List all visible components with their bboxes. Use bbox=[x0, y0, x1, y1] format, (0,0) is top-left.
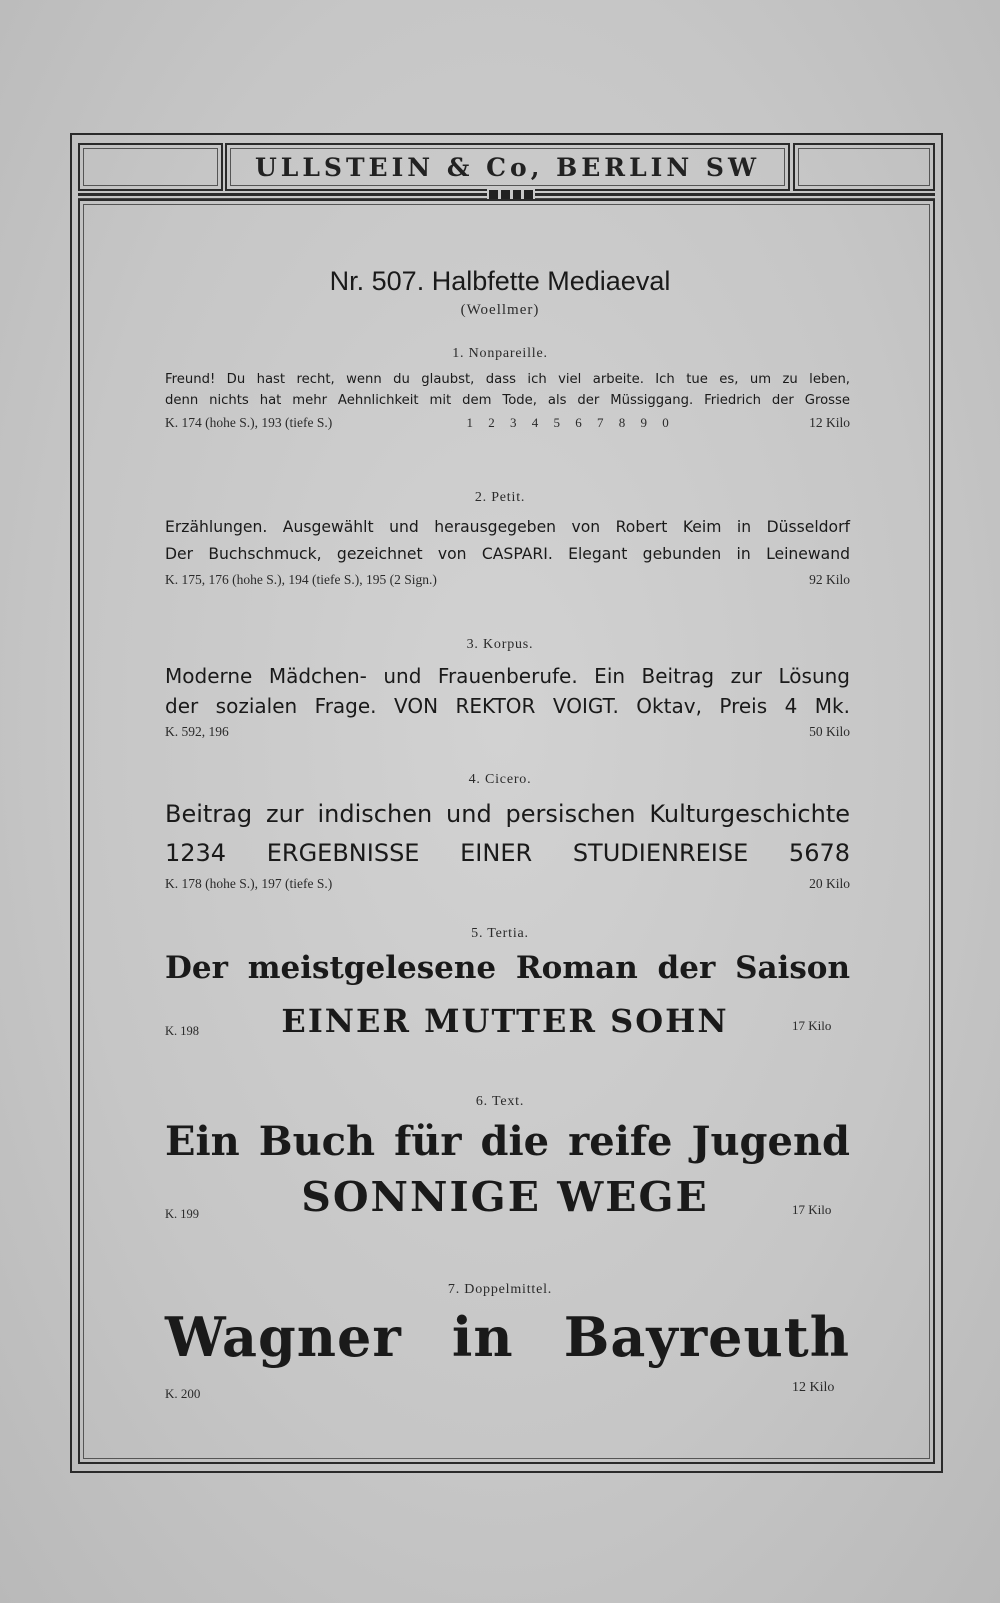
sample-line: denn nichts hat mehr Aehnlichkeit mit dem Tode, als der Müssiggang. Friedrich der Grosse bbox=[165, 393, 850, 408]
size-label-petit: 2. Petit. bbox=[474, 490, 526, 505]
digit-sample: 1 2 3 4 5 6 7 8 9 0 bbox=[466, 415, 675, 430]
sample-line: Erzählungen. Ausgewählt und herausgegeben von Robert Keim in Düsseldorf bbox=[165, 518, 850, 536]
meta-row bbox=[165, 572, 850, 588]
sample-line: Der meistgelesene Roman der Saison bbox=[165, 950, 850, 986]
specimen-title: Nr. 507. Halbfette Mediaeval bbox=[329, 266, 671, 296]
size-label-tertia: 5. Tertia. bbox=[471, 926, 529, 941]
type-reference: K. 592, 196 bbox=[165, 724, 229, 739]
sample-line: EINER MUTTER SOHN bbox=[281, 1002, 729, 1040]
size-label-doppelmittel: 7. Doppelmittel. bbox=[447, 1282, 553, 1297]
header-left-panel bbox=[78, 143, 223, 191]
weight-label: 17 Kilo bbox=[792, 1202, 832, 1217]
type-reference: K. 198 bbox=[165, 1024, 200, 1038]
meta-row bbox=[165, 876, 850, 892]
type-reference: K. 178 (hohe S.), 197 (tiefe S.) bbox=[165, 876, 333, 891]
header-center-panel bbox=[225, 143, 790, 191]
size-label-nonpareille: 1. Nonpareille. bbox=[452, 346, 548, 361]
weight-label: 20 Kilo bbox=[809, 876, 850, 891]
sample-line: Wagner in Bayreuth bbox=[165, 1305, 850, 1369]
header-right-panel bbox=[793, 143, 935, 191]
sample-line: Der Buchschmuck, gezeichnet von CASPARI. Elegant gebunden in Leinewand bbox=[165, 545, 850, 563]
weight-label: 17 Kilo bbox=[792, 1018, 832, 1033]
meta-row bbox=[165, 724, 850, 740]
sample-line: Freund! Du hast recht, wenn du glaubst, dass ich viel arbeite. Ich tue es, um zu leben, bbox=[165, 372, 850, 387]
size-label-text: 6. Text. bbox=[475, 1094, 525, 1109]
sample-line: Moderne Mädchen- und Frauenberufe. Ein Beitrag zur Lösung bbox=[165, 664, 850, 688]
meta-row bbox=[165, 415, 850, 431]
type-reference: K. 199 bbox=[165, 1207, 200, 1221]
type-reference: K. 175, 176 (hohe S.), 194 (tiefe S.), 195 (2 Sign.) bbox=[165, 572, 437, 587]
weight-label: 50 Kilo bbox=[809, 724, 850, 739]
sample-line: der sozialen Frage. VON REKTOR VOIGT. Oktav, Preis 4 Mk. bbox=[165, 694, 850, 718]
sample-line: SONNIGE WEGE bbox=[301, 1173, 709, 1221]
sample-line: 1234 ERGEBNISSE EINER STUDIENREISE 5678 bbox=[165, 839, 850, 867]
specimen-designer: (Woellmer) bbox=[460, 302, 540, 318]
weight-label: 12 Kilo bbox=[792, 1380, 835, 1395]
sample-line: Ein Buch für die reife Jugend bbox=[165, 1118, 850, 1165]
firm-name: ULLSTEIN & Co, BERLIN SW bbox=[254, 152, 761, 182]
weight-label: 92 Kilo bbox=[809, 572, 850, 587]
type-reference: K. 174 (hohe S.), 193 (tiefe S.) bbox=[165, 415, 333, 430]
sample-line: Beitrag zur indischen und persischen Kulturgeschichte bbox=[165, 800, 850, 828]
size-label-korpus: 3. Korpus. bbox=[466, 637, 534, 652]
weight-label: 12 Kilo bbox=[809, 415, 850, 430]
size-label-cicero: 4. Cicero. bbox=[468, 772, 532, 787]
type-reference: K. 200 bbox=[165, 1386, 201, 1401]
